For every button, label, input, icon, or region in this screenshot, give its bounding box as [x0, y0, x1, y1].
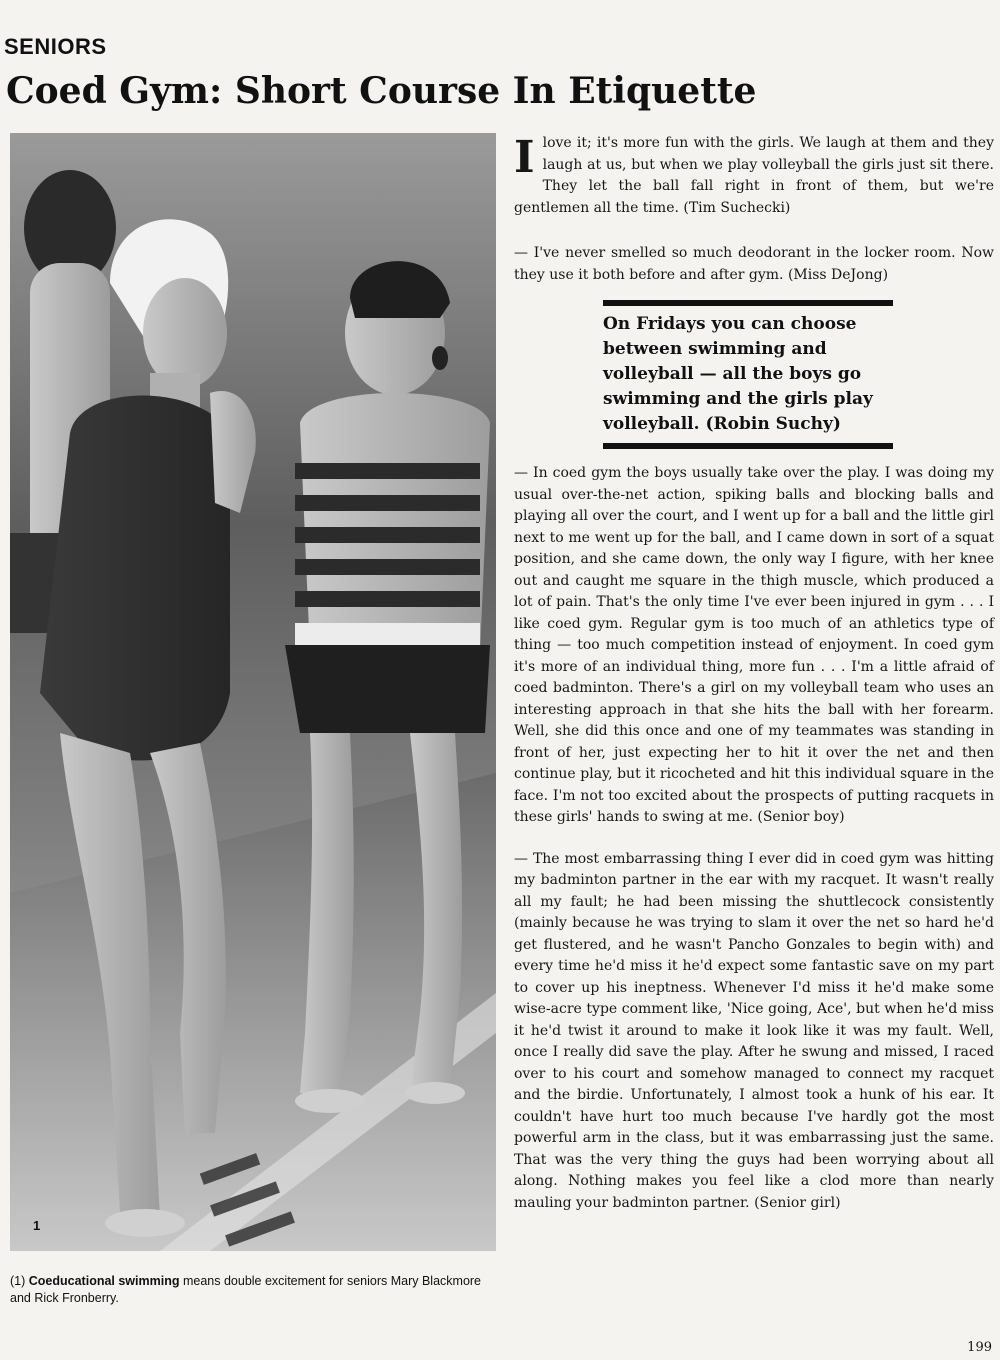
pool-photo-illustration — [10, 133, 496, 1251]
section-label: SENIORS — [4, 34, 107, 59]
article-paragraph-2: — I've never smelled so much deodorant in the locker room. Now they use it both before and after gym. (Miss DeJong) — [514, 245, 994, 283]
pool-photo — [10, 133, 496, 1251]
pull-quote-bottom-rule — [603, 443, 893, 449]
caption-text: means double excitement for seniors Mary Blackmore and Rick Fronberry. — [10, 1274, 482, 1305]
drop-cap: I — [514, 132, 535, 183]
photo-caption — [10, 1273, 500, 1307]
page-number: 199 — [967, 1340, 992, 1355]
caption-number: (1) — [10, 1274, 26, 1288]
article-paragraph-4: — The most embarrassing thing I ever did in coed gym was hitting my badminton partner in the ear with my racquet. It wasn't really all my fault; he had been missing the shuttlecock consistently (mainly because he was trying to slam it over the net so hard he'd get flustered, and he wasn't Pancho Gonzales to begin with) and every time he'd miss it he'd expect some fantastic save on my part to cover up his ineptness. Whenever I'd miss it he'd make some wise-acre type comment like, 'Nice going, Ace', but when he'd miss it he'd twist it around to make it look like it was my fault. Well, once I really did save the play. After he swung and missed, I raced over to his court and somehow managed to connect my racquet and the birdie. Unfortunately, I almost took a hunk of his ear. It couldn't have hurt too much because I've hardly got the most powerful arm in the class, but it was embarrassing just the same. That was the very thing the guys had been worrying about all along. Nothing makes you feel like a clod more than nearly mauling your badminton partner. (Senior girl) — [514, 850, 994, 1211]
photo-number: 1 — [33, 1218, 41, 1233]
article-paragraph-3: — In coed gym the boys usually take over the play. I was doing my usual over-the-net action, spiking balls and blocking balls and playing all over the court, and I went up for a ball and the little girl next to me went up for the ball, and I came down in sort of a squat position, and she came down, the only way I figure, with her knee out and caught me square in the thigh muscle, which produced a lot of pain. That's the only time I've ever been injured in gym . . . I like coed gym. Regular gym is too much of an athletics type of thing — too much competition instead of enjoyment. In coed gym it's more of an individual thing, more fun . . . I'm a little afraid of coed badminton. There's a girl on my volleyball team who uses an interesting approach in that she hits the ball with her forearm. Well, she did this once and one of my teammates was standing in front of her, just expecting her to hit it over the net and then continue play, but it ricocheted and hit this individual square in the face. I'm not too excited about the prospects of putting racquets in these girls' hands to swing at me. (Senior boy) — [514, 465, 994, 825]
paragraph-1-text: love it; it's more fun with the girls. We laugh at them and they laugh at us, but when we play volleyball the girls just sit there. They let the ball fall right in front of them, but we're gentlemen all the time. (Tim Suchecki) — [514, 135, 994, 216]
article-paragraph-1 — [514, 133, 994, 219]
caption-bold-lead: Coeducational swimming — [28, 1274, 180, 1288]
article-column — [514, 133, 994, 1214]
pull-quote — [603, 300, 893, 449]
page-title: Coed Gym: Short Course In Etiquette — [6, 70, 757, 112]
pull-quote-text: On Fridays you can choose between swimming and volleyball — all the boys go swimming and the girls play volleyball. (Robin Suchy) — [603, 314, 873, 434]
